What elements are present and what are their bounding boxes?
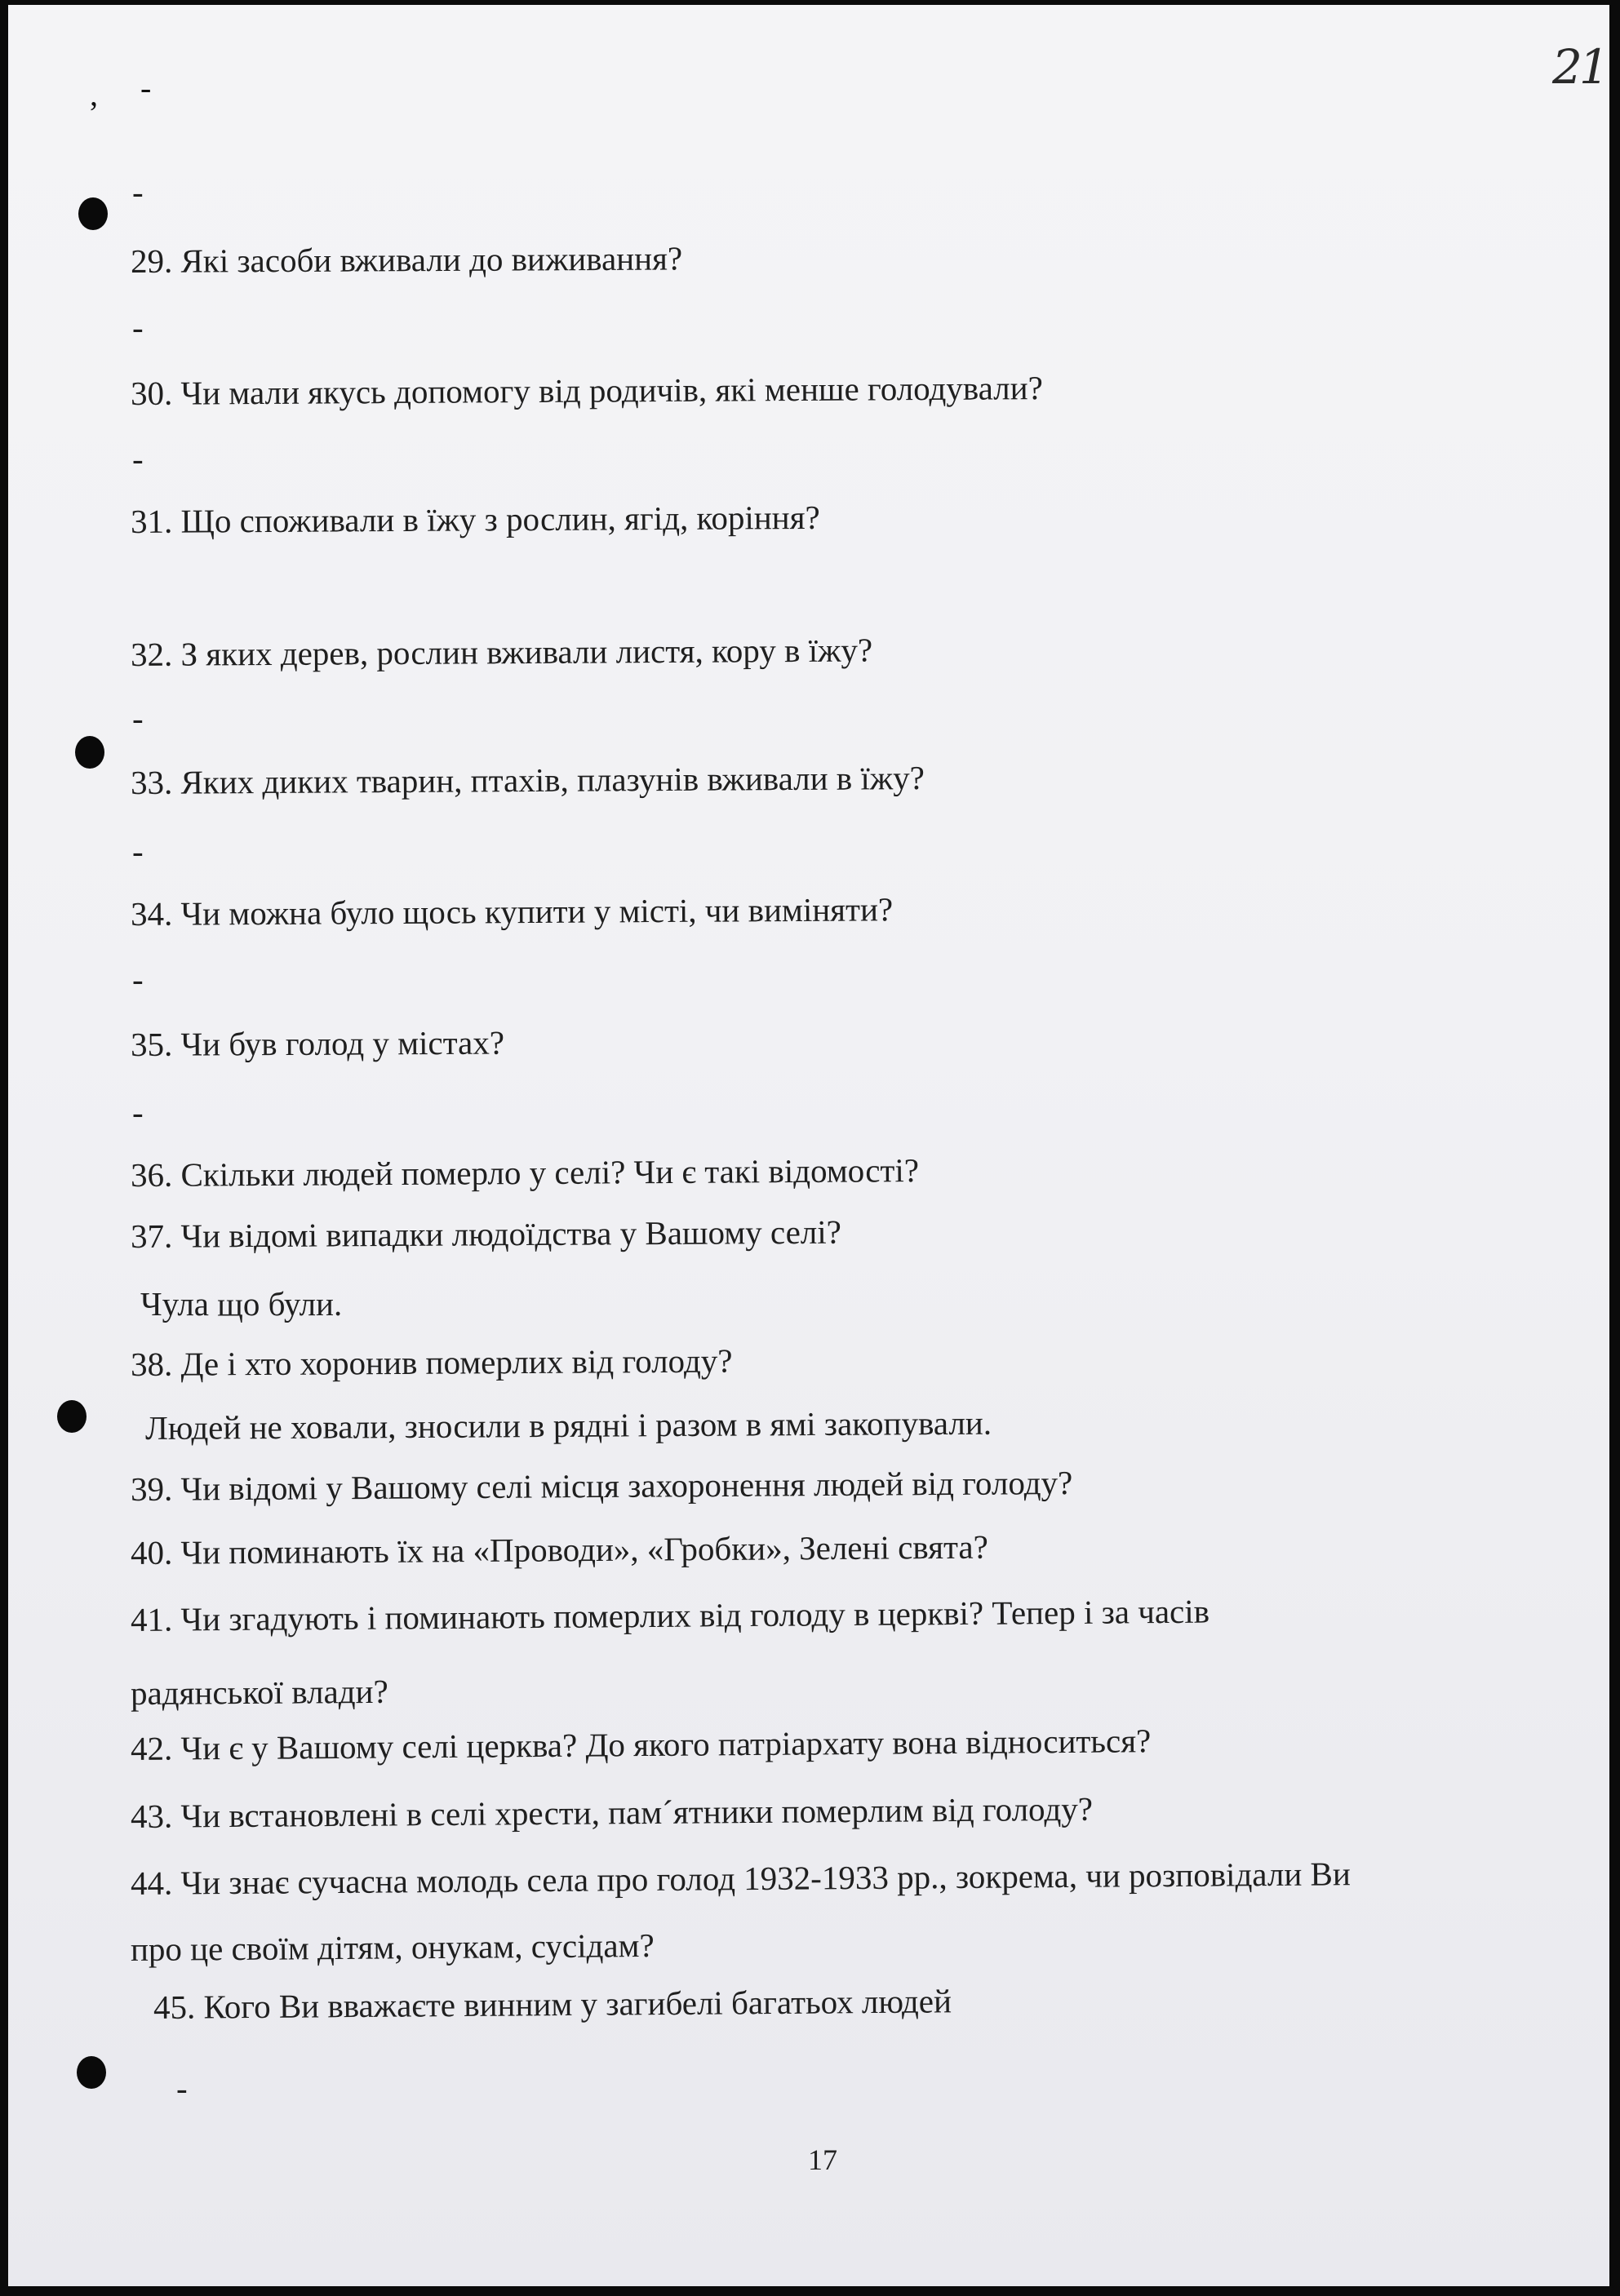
question-41-cont: радянської влади? [130,1672,388,1712]
top-mark: , [90,76,98,113]
punch-hole [77,2056,106,2089]
question-32: 32. З яких дерев, рослин вживали листя, кору в їжу? [130,631,873,673]
answer-line: - [132,308,144,346]
answer-line: - [132,440,144,477]
answer-line: - [132,699,144,737]
question-43: 43. Чи встановлені в селі хрести, пам´ятники померлим від голоду? [130,1789,1094,1835]
question-39: 39. Чи відомі у Вашому селі місця захоронення людей від голоду? [130,1463,1073,1508]
punch-hole [78,197,108,230]
punch-hole [57,1400,87,1433]
question-31: 31. Що споживали в їжу з рослин, ягід, коріння? [130,498,820,540]
answer-line: - [132,960,144,998]
punch-hole [75,736,104,769]
page-number: 17 [808,2143,837,2176]
answer-line: - [132,1093,144,1131]
question-34: 34. Чи можна було щось купити у місті, чи виміняти? [130,890,894,933]
question-29: 29. Які засоби вживали до виживання? [130,239,683,280]
answer-line: - [132,173,144,211]
question-37: 37. Чи відомі випадки людоїдства у Вашому селі? [130,1212,842,1255]
question-44-cont: про це своїм дітям, онукам, сусідам? [130,1926,655,1968]
answer-38: Людей не ховали, зносили в рядні і разом в ямі закопували. [144,1403,992,1447]
question-44: 44. Чи знає сучасна молодь села про голод 1932-1933 рр., зокрема, чи розповідали Ви [130,1855,1351,1902]
top-mark: - [140,69,152,106]
folio-number: 21 [1552,39,1606,95]
question-33: 33. Яких диких тварин, птахів, плазунів вживали в їжу? [130,759,925,801]
question-42: 42. Чи є у Вашому селі церква? До якого патріархату вона відноситься? [130,1722,1152,1767]
question-35: 35. Чи був голод у містах? [130,1023,505,1063]
question-38: 38. Де і хто хоронив померлих від голоду? [130,1341,733,1383]
document-page [8,5,1609,2286]
answer-line: - [176,2069,188,2107]
question-41: 41. Чи згадують і поминають померлих від голоду в церкві? Тепер і за часів [130,1592,1210,1638]
question-45: 45. Кого Ви вважаєте винним у загибелі багатьох людей [153,1982,952,2026]
question-40: 40. Чи поминають їх на «Проводи», «Гробки», Зелені свята? [130,1527,988,1571]
answer-37: Чула що були. [140,1285,343,1323]
question-30: 30. Чи мали якусь допомогу від родичів, які менше голодували? [130,369,1043,412]
answer-line: - [132,832,144,870]
question-36: 36. Скільки людей померло у селі? Чи є такі відомості? [130,1151,920,1194]
